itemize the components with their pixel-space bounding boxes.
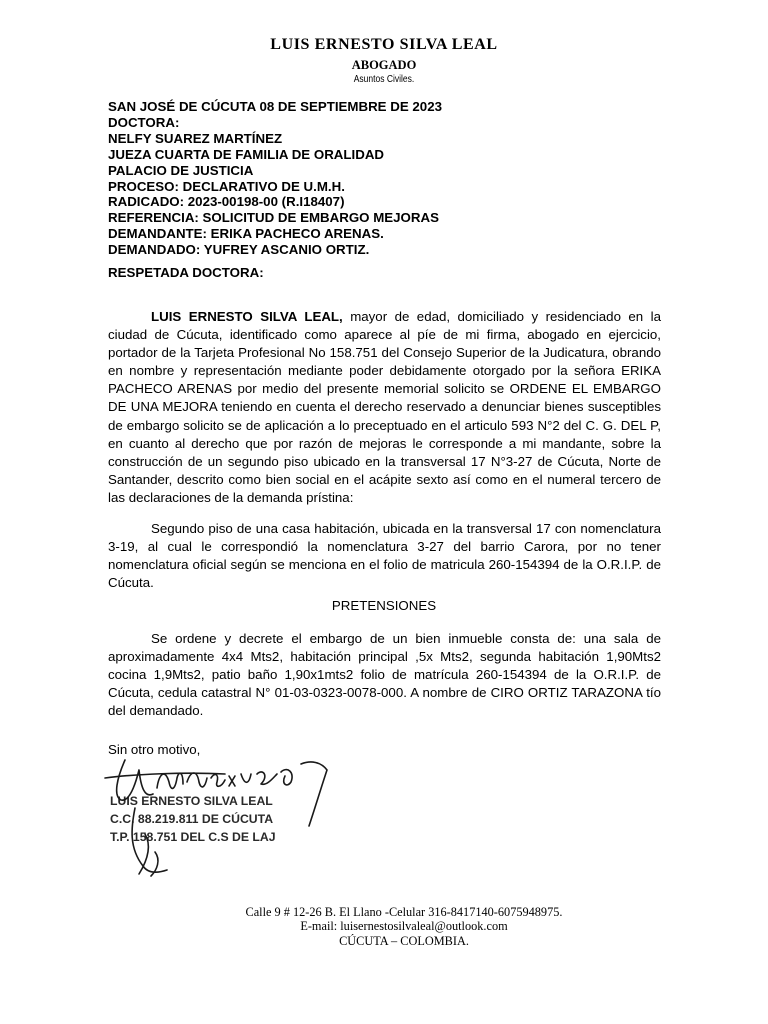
heading-line-reference: REFERENCIA: SOLICITUD DE EMBARGO MEJORAS — [108, 210, 439, 226]
heading-line-process: PROCESO: DECLARATIVO DE U.M.H. — [108, 178, 345, 194]
heading-line-palace: PALACIO DE JUSTICIA — [108, 162, 254, 178]
body-paragraph-3: Se ordene y decrete el embargo de un bien inmueble consta de: una sala de aproximadamente 4x4 Mts2, habitación principal ,5x Mts2, segunda habitación 1,90Mts2 cocina 1,9Mts2, patio baño 1,90x1mts2 folio de matrícula 260-154394 de la O.R.I.P. de Cúcuta, cedula catastral N° 01-03-0323-0078-000. A nombre de CIRO ORTIZ TARAZONA tío del demandado. — [108, 631, 661, 719]
footer-city: CÚCUTA – COLOMBIA. — [339, 933, 469, 948]
footer — [0, 905, 768, 948]
handwritten-signature — [95, 748, 365, 888]
heading-line-doctora: DOCTORA: — [108, 114, 180, 130]
stamp-line-license: T.P. 158.751 DEL C.S DE LAJ — [110, 830, 276, 844]
closing-line: Sin otro motivo, — [108, 742, 201, 757]
letterhead-name: LUIS ERNESTO SILVA LEAL — [270, 36, 498, 53]
heading-line-plaintiff: DEMANDANTE: ERIKA PACHECO ARENAS. — [108, 226, 384, 242]
addressee-block — [108, 99, 442, 258]
heading-line-court: JUEZA CUARTA DE FAMILIA DE ORALIDAD — [108, 146, 385, 162]
letterhead-title: ABOGADO — [351, 58, 417, 72]
heading-line-date: SAN JOSÉ DE CÚCUTA 08 DE SEPTIEMBRE DE 2023 — [108, 99, 442, 114]
heading-line-defendant: DEMANDADO: YUFREY ASCANIO ORTIZ. — [108, 242, 370, 258]
letterhead — [0, 36, 768, 86]
heading-line-judge-name: NELFY SUAREZ MARTÍNEZ — [108, 130, 283, 146]
letterhead-subtitle: Asuntos Civiles. — [353, 74, 415, 85]
body-paragraph-1 — [108, 308, 661, 507]
stamp-line-id: C.C. 88.219.811 DE CÚCUTA — [110, 812, 274, 826]
footer-email: E-mail: luisernestosilvaleal@outlook.com — [300, 919, 508, 934]
section-title-pretensiones: PRETENSIONES — [331, 598, 437, 613]
body-paragraph-2: Segundo piso de una casa habitación, ubicada en la transversal 17 con nomenclatura 3-19, al cual le correspondió la nomenclatura 3-27 del barrio Carora, por no tener nomenclatura oficial según se menciona en el folio de matricula 260-154394 de la O.R.I.P. de Cúcuta. — [108, 521, 661, 591]
salutation: RESPETADA DOCTORA: — [108, 265, 264, 280]
stamp-line-name: LUIS ERNESTO SILVA LEAL — [110, 794, 273, 808]
lawyer-name-bold: LUIS ERNESTO SILVA LEAL, — [151, 309, 343, 324]
footer-address: Calle 9 # 12-26 B. El Llano -Celular 316-8417140-6075948975. — [245, 905, 563, 919]
body-paragraph-1-text: mayor de edad, domiciliado y residenciado en la ciudad de Cúcuta, identificado como aparece al píe de mi firma, abogado en ejercicio, portador de la Tarjeta Profesional No 158.751 del Consejo Superior de la Judicatura, obrando en nombre y representación mediante poder debidamente otorgado por la señora ERIKA PACHECO ARENAS por medio del presente memorial solicito se ORDENE EL EMBARGO DE UNA MEJORA teniendo en cuenta el derecho reservado a denunciar bienes susceptibles de embargo solicito se de aplicación a lo preceptuado en el articulo 593 N°2 del C. G. DEL P, en cuanto al derecho que por razón de mejoras le corresponde a mi mandante, sobre la construcción de un segundo piso ubicado en la transversal 17 N°3-27 de Cúcuta, Norte de Santander, descrito como bien social en el acápite sexto así como en el numeral tercero de las declaraciones de la demanda prístina: — [108, 309, 661, 505]
heading-line-case-number: RADICADO: 2023-00198-00 (R.I18407) — [108, 194, 345, 210]
